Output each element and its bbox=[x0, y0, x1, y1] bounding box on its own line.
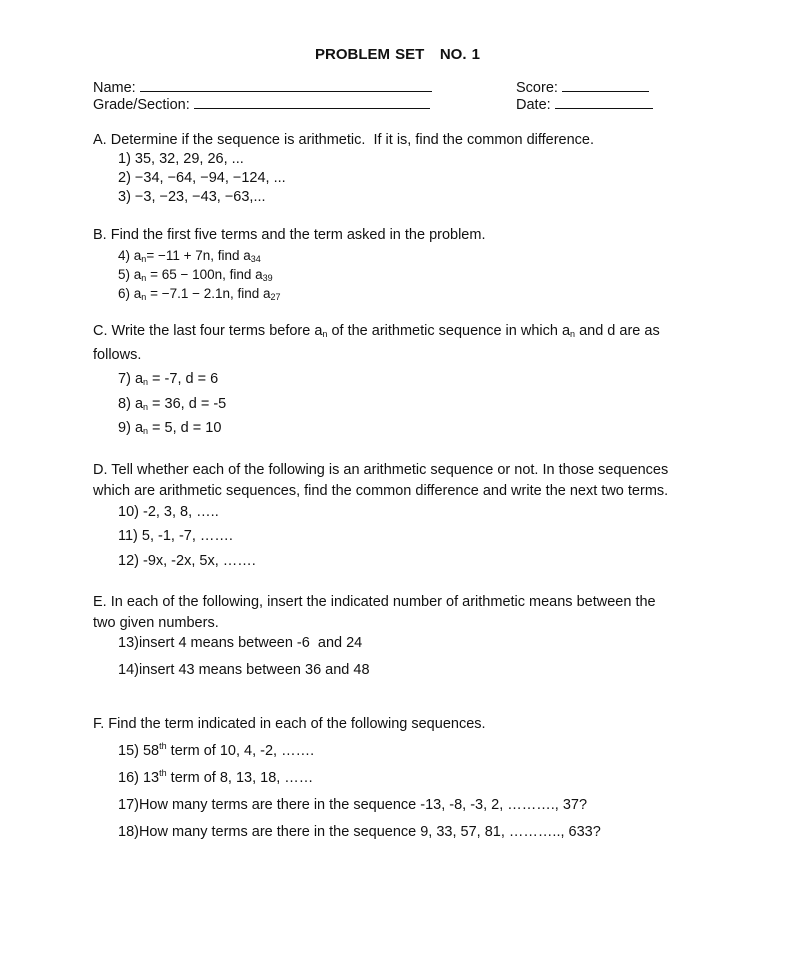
problem-3: 3) −3, −23, −43, −63,... bbox=[118, 189, 266, 205]
section-e-instruction-line2: two given numbers. bbox=[93, 615, 219, 631]
section-c-instruction-line2: follows. bbox=[93, 347, 142, 363]
section-c-instruction: C. Write the last four terms before $a_n$ of the arithmetic sequence in which $a_n$ and d are as bbox=[93, 323, 660, 339]
section-e-instruction: E. In each of the following, insert the indicated number of arithmetic means between the bbox=[93, 594, 656, 610]
problem-4-number: 4) bbox=[118, 248, 131, 263]
problem-6-number: 6) bbox=[118, 286, 131, 301]
grade-section-label: Grade/Section: bbox=[93, 97, 190, 113]
section-d-instruction-line2: which are arithmetic sequences, find the common difference and write the next two terms. bbox=[93, 483, 669, 499]
problem-1: 1) 35, 32, 29, 26, ... bbox=[118, 151, 244, 167]
name-line[interactable] bbox=[140, 78, 432, 92]
problem-18: 18)How many terms are there in the sequence 9, 33, 57, 81, ……….., 633? bbox=[118, 824, 601, 840]
problem-5-number: 5) bbox=[118, 267, 131, 282]
problem-17: 17)How many terms are there in the sequence -13, -8, -3, 2, ………., 37? bbox=[118, 797, 588, 813]
date-field[interactable] bbox=[516, 95, 653, 114]
problem-7: 7) $a_n = -7$, d = 6 bbox=[118, 371, 219, 387]
section-a-instruction: A. Determine if the sequence is arithmetic. If it is, find the common difference. bbox=[93, 132, 595, 148]
problem-16: 16) 13th term of 8, 13, 18, …… bbox=[118, 768, 314, 786]
section-d-instruction: D. Tell whether each of the following is an arithmetic sequence or not. In those sequences bbox=[93, 462, 669, 478]
problem-8: 8) $a_n = 36$, d = -5 bbox=[118, 396, 227, 412]
section-b-instruction: B. Find the first five terms and the term asked in the problem. bbox=[93, 227, 486, 243]
date-line[interactable] bbox=[555, 95, 653, 109]
score-line[interactable] bbox=[562, 78, 649, 92]
grade-section-field[interactable] bbox=[93, 95, 430, 114]
problem-14: 14)insert 43 means between 36 and 48 bbox=[118, 662, 370, 678]
score-label: Score: bbox=[516, 80, 558, 96]
problem-12: 12) -9x, -2x, 5x, ……. bbox=[118, 553, 256, 569]
date-label: Date: bbox=[516, 97, 551, 113]
problem-11: 11) 5, -1, -7, ……. bbox=[118, 528, 233, 544]
problem-2: 2) −34, −64, −94, −124, ... bbox=[118, 170, 286, 186]
problem-5: 5) $a_n = 65 - 100n$, find $a_{39}$ bbox=[118, 267, 273, 283]
grade-section-line[interactable] bbox=[194, 95, 430, 109]
problem-10: 10) -2, 3, 8, ….. bbox=[118, 504, 219, 520]
problem-6: 6) $a_n = -7.1 - 2.1n$, find $a_{27}$ bbox=[118, 286, 281, 302]
section-f-instruction: F. Find the term indicated in each of the following sequences. bbox=[93, 716, 486, 732]
name-label: Name: bbox=[93, 80, 136, 96]
problem-4: 4) $a_n= -11 + 7n$, find $a_{34}$ bbox=[118, 248, 261, 264]
problem-13: 13)insert 4 means between -6 and 24 bbox=[118, 635, 363, 651]
problem-15: 15) 58th term of 10, 4, -2, ……. bbox=[118, 741, 315, 759]
problem-9: 9) $a_n = 5$, d = 10 bbox=[118, 420, 222, 436]
page-title: PROBLEM SET NO. 1 bbox=[314, 46, 481, 63]
